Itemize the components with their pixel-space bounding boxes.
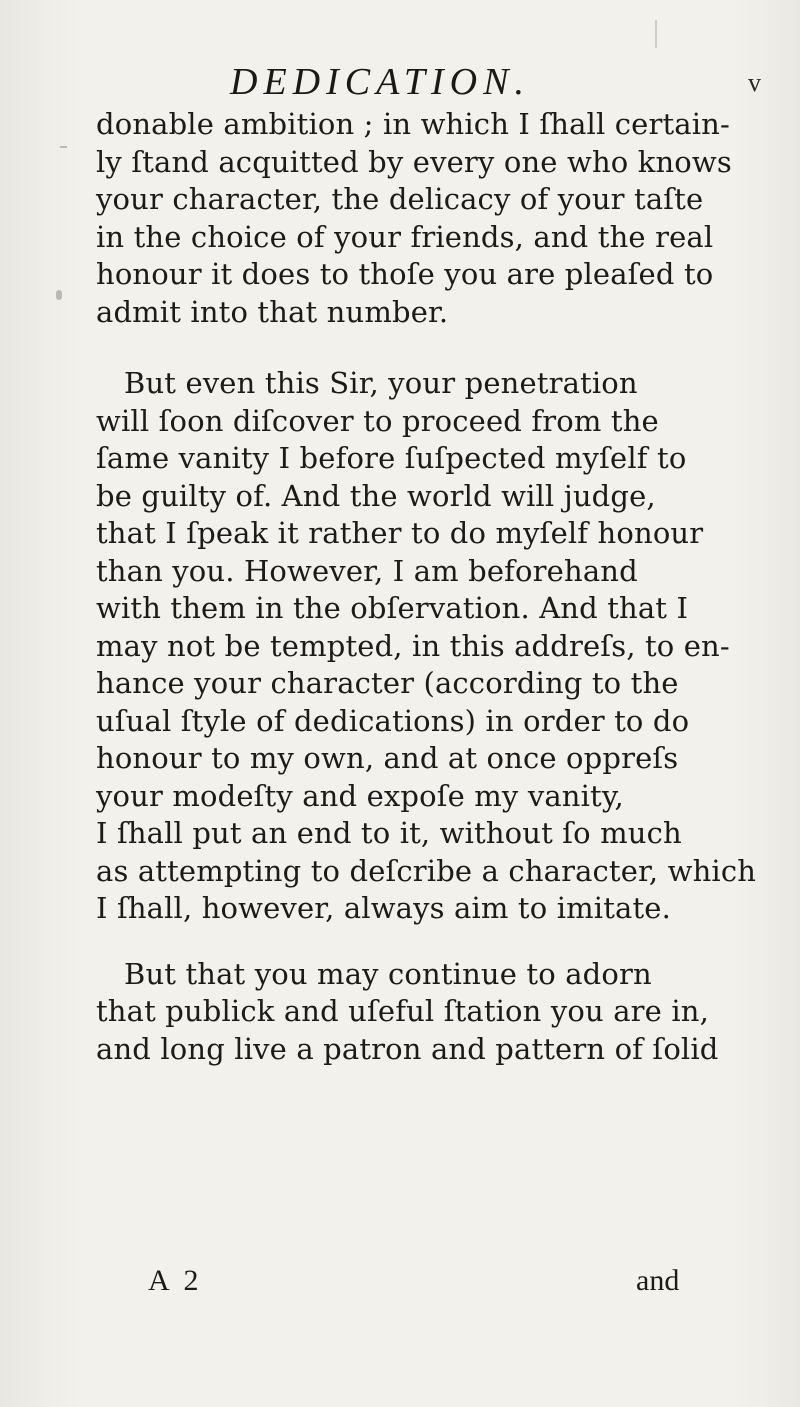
page-header: [0, 62, 800, 102]
text-line: in the choice of your friends, and the real: [96, 219, 714, 254]
text-line: admit into that number.: [96, 294, 449, 329]
text-line: I ſhall put an end to it, without ſo much: [96, 816, 682, 850]
text-line: ſame vanity I before ſuſpected myſelf to: [96, 441, 687, 475]
paragraph-1: [96, 106, 766, 331]
paragraph-3: [96, 956, 766, 1069]
text-line: honour to my own, and at once oppreſs: [96, 741, 679, 775]
body-text: [96, 106, 766, 1068]
text-line: may not be tempted, in this addreſs, to en-: [96, 628, 730, 663]
text-line: your modeſty and expoſe my vanity,: [96, 778, 624, 813]
page-number: v: [748, 68, 761, 97]
text-line: as attempting to deſcribe a character, which: [96, 853, 757, 888]
margin-speck: [655, 20, 657, 48]
text-line: with them in the obſervation. And that I: [96, 591, 689, 625]
text-line: I ſhall, however, always aim to imitate.: [96, 891, 671, 925]
page-footer: [0, 1262, 800, 1302]
catchword: and: [636, 1264, 680, 1297]
paragraph-gap: [96, 331, 766, 365]
text-line: be guilty of. And the world will judge,: [96, 478, 656, 513]
signature-mark: A 2: [148, 1264, 203, 1297]
text-line: honour it does to thoſe you are pleaſed to: [96, 257, 714, 291]
text-line: will ſoon diſcover to proceed from the: [96, 403, 659, 438]
text-line: uſual ſtyle of dedications) in order to do: [96, 703, 690, 738]
paragraph-2: [96, 365, 766, 928]
text-line: But even this Sir, your penetration: [124, 366, 638, 400]
text-line: that publick and uſeful ſtation you are in,: [96, 994, 709, 1028]
text-line: donable ambition ; in which I ſhall certain-: [96, 107, 730, 141]
text-line: hance your character (according to the: [96, 666, 679, 700]
margin-speck: [60, 146, 67, 148]
text-line: your character, the delicacy of your taſte: [96, 182, 704, 216]
text-line: and long live a patron and pattern of ſolid: [96, 1031, 719, 1066]
running-title: DEDICATION.: [230, 61, 530, 103]
text-line: But that you may continue to adorn: [124, 956, 652, 991]
text-line: that I ſpeak it rather to do myſelf honour: [96, 516, 704, 550]
margin-speck: [56, 290, 62, 300]
text-line: ly ſtand acquitted by every one who knows: [96, 144, 732, 179]
text-line: than you. However, I am beforehand: [96, 553, 638, 588]
paragraph-gap: [96, 928, 766, 956]
